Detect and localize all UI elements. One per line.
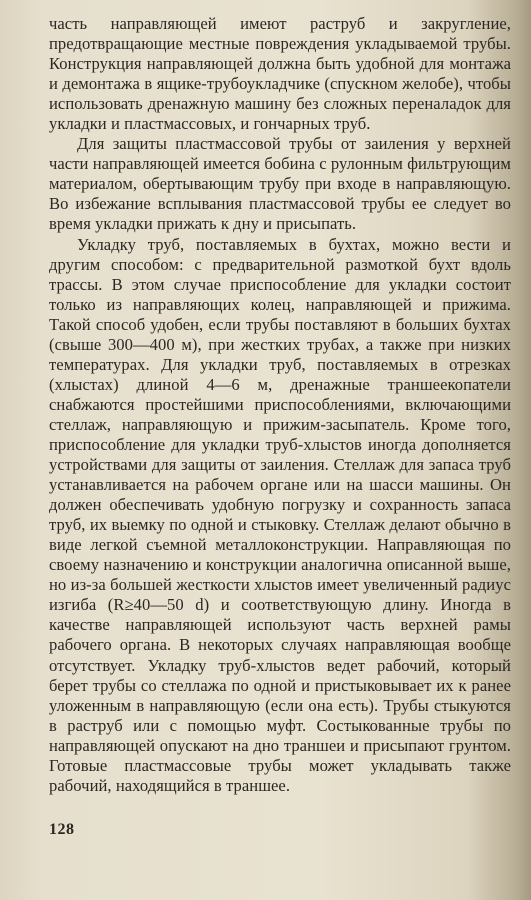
paragraph-3: Укладку труб, поставляемых в бухтах, можно вести и другим способом: с предварительной размоткой бухт вдоль трассы. В этом случае приспособление для укладки состоит только из направляющих колец, направляющей и прижима. Такой способ удобен, если трубы поставляют в больших бухтах (свыше 300—400 м), при жестких трубах, а также при низких температурах. Для укладки труб, поставляемых в отрезках (хлыстах) длиной 4—6 м, дренажные траншеекопатели снабжаются простейшими приспособлениями, включающими стеллаж, направляющую и прижим-засыпатель. Кроме того, приспособление для укладки труб-хлыстов иногда дополняется устройствами для защиты от заиления. Стеллаж для запаса труб устанавливается на рабочем органе или на шасси машины. Он должен обеспечивать удобную погрузку и сохранность запаса труб, их выемку по одной и стыковку. Стеллаж делают обычно в виде легкой съемной металлоконструкции. Направляющая по своему назначению и конструкции аналогична описанной выше, но из-за большей жесткости хлыстов имеет увеличенный радиус изгиба (R≥40—50 d) и соответствующую длину. Иногда в качестве направляющей используют часть верхней рамы рабочего органа. В некоторых случаях направляющая вообще отсутствует. Укладку труб-хлыстов ведет рабочий, который берет трубы со стеллажа по одной и пристыковывает их к ранее уложенным в направляющую (если она есть). Трубы стыкуются в раструб или с помощью муфт. Состыкованные трубы по направляющей опускают на дно траншеи и присыпают грунтом. Готовые пластмассовые трубы может укладывать также рабочий, находящийся в траншее. xyxy=(49,234,511,795)
body-text xyxy=(49,14,511,796)
page-number: 128 xyxy=(49,821,75,838)
paragraph-2: Для защиты пластмассовой трубы от заиления у верхней части направляющей имеется бобина с рулонным фильтрующим материалом, обертывающим трубу при входе в направляющую. Во избежание всплывания пластмассовой трубы ее следует во время укладки прижать к дну и присыпать. xyxy=(49,134,511,234)
paragraph-1: часть направляющей имеют раструб и закругление, предотвращающие местные повреждения укладываемой трубы. Конструкция направляющей должна быть удобной для монтажа и демонтажа в ящике-трубоукладчике (спускном желобе), чтобы использовать дренажную машину без сложных переналадок для укладки и пластмассовых, и гончарных труб. xyxy=(49,14,511,134)
